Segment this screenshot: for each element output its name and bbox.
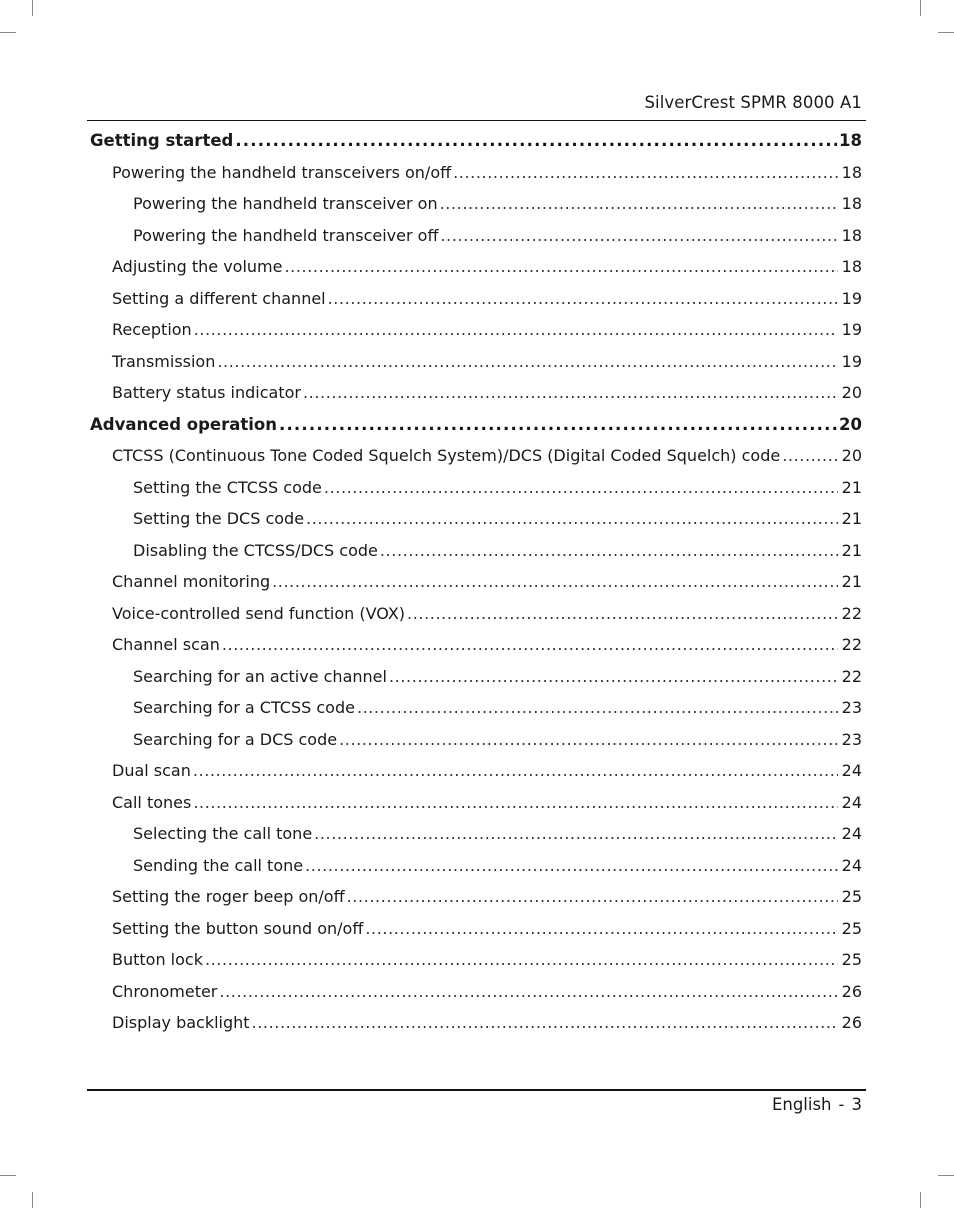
- toc-page-number: 19: [841, 351, 862, 371]
- dot-leader: [284, 251, 838, 283]
- toc-entry[interactable]: [90, 566, 862, 598]
- toc-page-number: 20: [841, 446, 862, 465]
- toc-entry[interactable]: [90, 283, 862, 315]
- toc-entry[interactable]: [90, 314, 862, 346]
- toc-page-number: 18: [841, 257, 862, 276]
- toc-page-number: 21: [841, 509, 862, 528]
- toc-entry-title: Call tones: [112, 792, 192, 812]
- dot-leader: [272, 566, 838, 598]
- toc-entry-title: Voice-controlled send function (VOX): [112, 603, 406, 623]
- toc-entry-title: Dual scan: [112, 761, 191, 780]
- dot-leader: [217, 346, 838, 378]
- toc-entry[interactable]: [90, 976, 862, 1008]
- crop-mark: [32, 0, 33, 16]
- dot-leader: [328, 283, 838, 315]
- toc-entry-title: CTCSS (Continuous Tone Coded Squelch System)/DCS (Digital Coded Squelch) code: [112, 446, 781, 465]
- dot-leader: [205, 944, 838, 976]
- toc-page-number: 19: [841, 288, 862, 308]
- toc-page-number: 26: [841, 981, 862, 1001]
- toc-entry-title: Searching for a CTCSS code: [133, 698, 355, 717]
- toc-entry[interactable]: [90, 850, 862, 882]
- toc-page-number: 23: [841, 698, 862, 717]
- toc-entry[interactable]: [90, 692, 862, 724]
- dot-leader: [324, 472, 838, 504]
- dot-leader: [314, 818, 838, 850]
- toc-entry[interactable]: [90, 629, 862, 661]
- dot-leader: [347, 881, 838, 913]
- toc-entry-title: Setting the button sound on/off: [112, 918, 364, 938]
- toc-entry-title: Reception: [112, 320, 192, 339]
- toc-entry-title: Setting the roger beep on/off: [112, 887, 345, 906]
- toc-entry-title: Searching for an active channel: [133, 666, 387, 686]
- toc-page-number: 22: [841, 635, 862, 654]
- toc-entry[interactable]: [90, 881, 862, 913]
- toc-entry-title: Advanced operation: [90, 414, 277, 434]
- page-footer: [772, 1095, 862, 1114]
- toc-page-number: 18: [839, 131, 862, 150]
- dot-leader: [252, 1007, 838, 1039]
- footer-language: English: [771, 1095, 832, 1114]
- toc-entry-title: Chronometer: [112, 981, 218, 1001]
- toc-entry-title: Sending the call tone: [133, 855, 304, 875]
- toc-page-number: 23: [841, 729, 862, 749]
- footer-page-number: 3: [851, 1095, 862, 1114]
- toc-page-number: 24: [841, 761, 862, 780]
- toc-entry[interactable]: [90, 472, 862, 504]
- header-rule: [87, 120, 866, 121]
- toc-page-number: 21: [841, 572, 862, 591]
- toc-entry[interactable]: [90, 913, 862, 945]
- crop-mark: [0, 32, 16, 33]
- toc-page-number: 25: [841, 887, 862, 906]
- toc-entry[interactable]: [90, 440, 862, 472]
- dot-leader: [193, 787, 838, 819]
- footer-separator: -: [838, 1095, 845, 1114]
- toc-entry-title: Setting the DCS code: [133, 509, 305, 528]
- dot-leader: [305, 850, 838, 882]
- toc-entry-title: Channel monitoring: [112, 572, 271, 591]
- toc-entry[interactable]: [90, 251, 862, 283]
- dot-leader: [306, 503, 838, 535]
- toc-entry[interactable]: [90, 755, 862, 787]
- dot-leader: [235, 125, 837, 157]
- toc-entry-title: Powering the handheld transceivers on/off: [112, 162, 452, 182]
- toc-page-number: 18: [841, 225, 862, 245]
- crop-mark: [0, 1175, 16, 1176]
- toc-entry-title: Channel scan: [112, 635, 220, 654]
- toc-page-number: 22: [841, 603, 862, 623]
- dot-leader: [782, 440, 838, 472]
- table-of-contents: [90, 125, 862, 1039]
- crop-mark: [938, 1175, 954, 1176]
- toc-entry[interactable]: [90, 787, 862, 819]
- toc-entry[interactable]: [90, 818, 862, 850]
- toc-entry-title: Getting started: [90, 131, 234, 150]
- toc-page-number: 20: [841, 383, 862, 402]
- dot-leader: [194, 314, 838, 346]
- toc-page-number: 25: [841, 950, 862, 969]
- toc-entry-title: Powering the handheld transceiver off: [133, 225, 439, 245]
- toc-entry[interactable]: [90, 598, 862, 630]
- toc-page-number: 19: [841, 320, 862, 339]
- dot-leader: [193, 755, 838, 787]
- crop-mark: [938, 32, 954, 33]
- toc-entry-title: Display backlight: [112, 1013, 250, 1032]
- dot-leader: [357, 692, 838, 724]
- toc-entry-title: Adjusting the volume: [112, 257, 283, 276]
- crop-mark: [920, 1192, 921, 1208]
- toc-entry-title: Setting the CTCSS code: [133, 477, 322, 497]
- toc-entry[interactable]: [90, 346, 862, 378]
- toc-entry-title: Powering the handheld transceiver on: [133, 194, 438, 213]
- toc-page-number: 22: [841, 666, 862, 686]
- dot-leader: [303, 377, 838, 409]
- toc-entry[interactable]: [90, 535, 862, 567]
- toc-page-number: 24: [841, 792, 862, 812]
- dot-leader: [389, 661, 838, 693]
- toc-page-number: 24: [841, 824, 862, 843]
- toc-entry[interactable]: [90, 661, 862, 693]
- dot-leader: [440, 220, 838, 252]
- toc-entry-title: Button lock: [112, 950, 203, 969]
- dot-leader: [279, 409, 837, 441]
- toc-entry-title: Transmission: [112, 351, 216, 371]
- dot-leader: [453, 157, 838, 189]
- dot-leader: [440, 188, 838, 220]
- toc-page-number: 25: [841, 918, 862, 938]
- toc-entry-title: Setting a different channel: [112, 288, 326, 308]
- toc-section-heading[interactable]: [90, 125, 862, 157]
- toc-page-number: 26: [841, 1013, 862, 1032]
- toc-section-heading[interactable]: [90, 409, 862, 441]
- dot-leader: [222, 629, 838, 661]
- toc-entry[interactable]: [90, 220, 862, 252]
- toc-entry[interactable]: [90, 724, 862, 756]
- toc-entry[interactable]: [90, 377, 862, 409]
- toc-page-number: 21: [841, 540, 862, 560]
- dot-leader: [365, 913, 838, 945]
- toc-entry-title: Searching for a DCS code: [133, 729, 338, 749]
- document-title: SilverCrest SPMR 8000 A1: [644, 93, 862, 112]
- toc-entry-title: Selecting the call tone: [133, 824, 313, 843]
- footer-rule: [87, 1089, 866, 1091]
- toc-entry[interactable]: [90, 188, 862, 220]
- toc-page-number: 24: [841, 855, 862, 875]
- toc-entry-title: Battery status indicator: [112, 383, 301, 402]
- toc-page-number: 18: [841, 162, 862, 182]
- toc-entry-title: Disabling the CTCSS/DCS code: [133, 540, 378, 560]
- toc-entry[interactable]: [90, 944, 862, 976]
- dot-leader: [380, 535, 838, 567]
- dot-leader: [339, 724, 838, 756]
- toc-page-number: 18: [841, 194, 862, 213]
- dot-leader: [407, 598, 838, 630]
- crop-mark: [32, 1192, 33, 1208]
- toc-entry[interactable]: [90, 1007, 862, 1039]
- toc-page-number: 21: [841, 477, 862, 497]
- toc-entry[interactable]: [90, 157, 862, 189]
- dot-leader: [219, 976, 838, 1008]
- toc-entry[interactable]: [90, 503, 862, 535]
- crop-mark: [920, 0, 921, 16]
- toc-page-number: 20: [839, 414, 862, 434]
